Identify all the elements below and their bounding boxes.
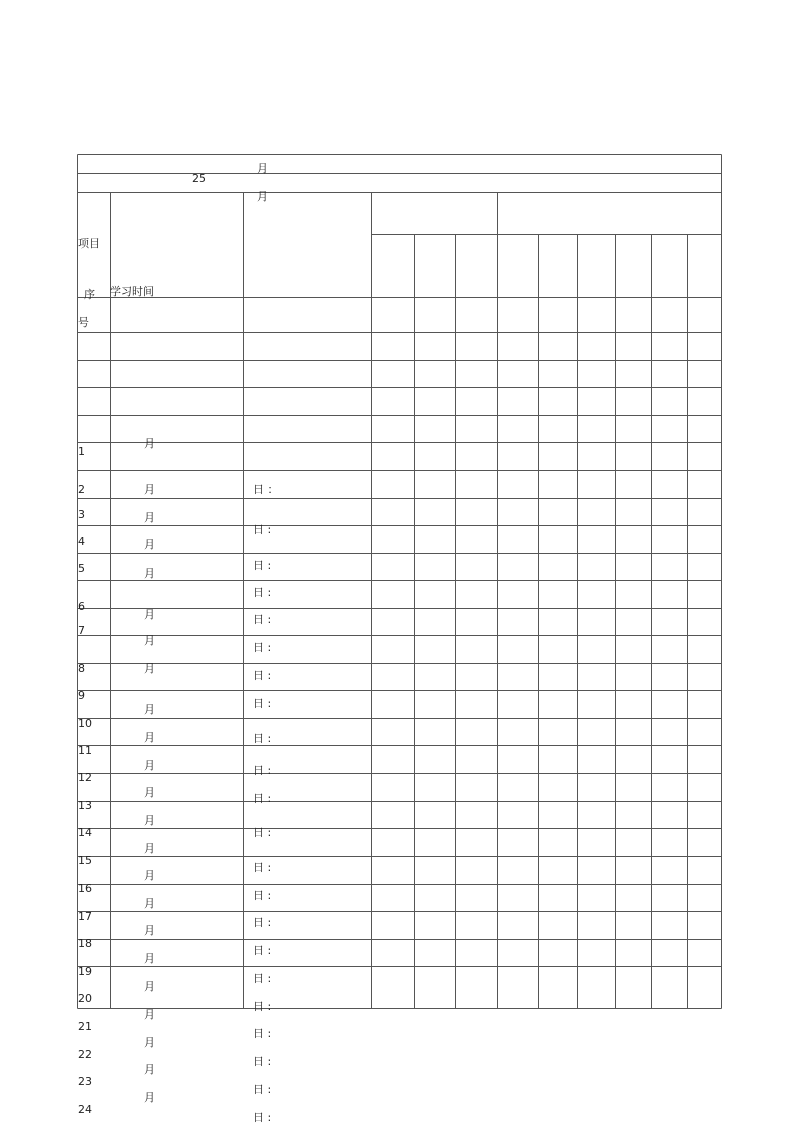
row-month: 月 bbox=[144, 634, 155, 647]
row-month: 月 bbox=[144, 567, 155, 580]
row-number: 16 bbox=[78, 882, 92, 895]
row-month: 月 bbox=[144, 786, 155, 799]
header-month-2: 月 bbox=[257, 190, 268, 203]
row-number: 9 bbox=[78, 689, 85, 702]
row-month: 月 bbox=[144, 869, 155, 882]
row-month: 月 bbox=[144, 437, 155, 450]
row-number: 12 bbox=[78, 771, 92, 784]
row-number: 17 bbox=[78, 910, 92, 923]
row-number: 7 bbox=[78, 624, 85, 637]
row-month: 月 bbox=[144, 731, 155, 744]
row-day: 日 : bbox=[253, 586, 272, 599]
row-day: 日 : bbox=[253, 641, 272, 654]
row-month: 月 bbox=[144, 1008, 155, 1021]
row-day: 日 : bbox=[253, 916, 272, 929]
row-number: 4 bbox=[78, 535, 85, 548]
row-month: 月 bbox=[144, 924, 155, 937]
row-number: 5 bbox=[78, 562, 85, 575]
row-day: 日 : bbox=[253, 889, 272, 902]
row-day: 日 : bbox=[253, 732, 272, 745]
row-number: 8 bbox=[78, 662, 85, 675]
row-month: 月 bbox=[144, 952, 155, 965]
row-day: 日 : bbox=[253, 1083, 272, 1096]
row-day: 日 : bbox=[253, 559, 272, 572]
row-number: 11 bbox=[78, 744, 92, 757]
row-day: 日 : bbox=[253, 972, 272, 985]
row-number: 20 bbox=[78, 992, 92, 1005]
row-day: 日 : bbox=[253, 792, 272, 805]
row-month: 月 bbox=[144, 897, 155, 910]
row-day: 日 : bbox=[253, 1000, 272, 1013]
row-number: 21 bbox=[78, 1020, 92, 1033]
row-day: 日 : bbox=[253, 861, 272, 874]
column-label-study-time: 学习时间 bbox=[110, 285, 154, 298]
row-day: 日 : bbox=[253, 826, 272, 839]
row-month: 月 bbox=[144, 1063, 155, 1076]
column-label-seq-a: 序 bbox=[84, 288, 95, 301]
row-day: 日 : bbox=[253, 697, 272, 710]
row-day: 日 : bbox=[253, 1055, 272, 1068]
row-month: 月 bbox=[144, 759, 155, 772]
row-number: 19 bbox=[78, 965, 92, 978]
row-day: 日 : bbox=[253, 523, 272, 536]
row-day: 日 : bbox=[253, 764, 272, 777]
row-number: 18 bbox=[78, 937, 92, 950]
row-number: 15 bbox=[78, 854, 92, 867]
row-day: 日 : bbox=[253, 669, 272, 682]
row-month: 月 bbox=[144, 511, 155, 524]
row-number: 1 bbox=[78, 445, 85, 458]
row-month: 月 bbox=[144, 842, 155, 855]
row-month: 月 bbox=[144, 980, 155, 993]
row-month: 月 bbox=[144, 662, 155, 675]
row-month: 月 bbox=[144, 1091, 155, 1104]
row-number: 13 bbox=[78, 799, 92, 812]
row-number: 14 bbox=[78, 826, 92, 839]
row-month: 月 bbox=[144, 538, 155, 551]
row-month: 月 bbox=[144, 483, 155, 496]
row-number: 22 bbox=[78, 1048, 92, 1061]
row-number: 24 bbox=[78, 1103, 92, 1116]
row-month: 月 bbox=[144, 814, 155, 827]
row-number: 10 bbox=[78, 717, 92, 730]
row-number: 23 bbox=[78, 1075, 92, 1088]
row-day: 日 : bbox=[253, 1027, 272, 1040]
row-day: 日 : bbox=[253, 613, 272, 626]
row-month: 月 bbox=[144, 608, 155, 621]
header-month-1: 月 bbox=[257, 162, 268, 175]
row-month: 月 bbox=[144, 1036, 155, 1049]
row-day: 日 ： bbox=[253, 483, 279, 496]
row-number: 3 bbox=[78, 508, 85, 521]
row-day: 日 : bbox=[253, 1111, 272, 1124]
row-number: 2 bbox=[78, 483, 85, 496]
column-label-seq-b: 号 bbox=[78, 316, 89, 329]
header-number: 25 bbox=[192, 172, 206, 185]
row-month: 月 bbox=[144, 703, 155, 716]
column-label-item: 项目 bbox=[78, 237, 100, 250]
row-day: 日 : bbox=[253, 944, 272, 957]
row-number: 6 bbox=[78, 600, 85, 613]
